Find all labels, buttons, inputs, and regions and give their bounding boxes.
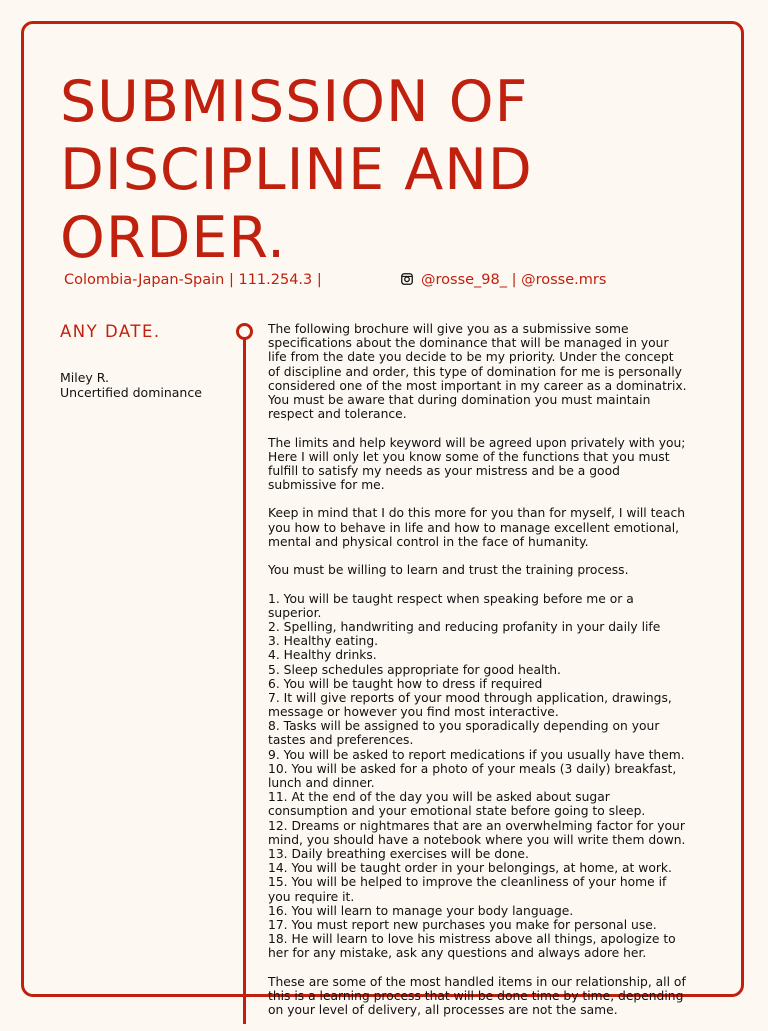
list-item-line: 4. Healthy drinks. bbox=[268, 648, 377, 663]
text-line: you how to behave in life and how to manage excellent emotional, bbox=[268, 520, 680, 535]
list-item-line: you require it. bbox=[268, 889, 355, 904]
willing-paragraph bbox=[268, 563, 718, 577]
text-line: life from the date you decide to be my priority. Under the concept bbox=[268, 350, 674, 365]
text-line: on your level of delivery, all processes are not the same. bbox=[268, 1003, 618, 1017]
title-line: SUBMISSION OF bbox=[60, 69, 529, 135]
timeline-dot bbox=[236, 323, 253, 340]
text-line: You must be aware that during domination you must maintain bbox=[268, 392, 651, 407]
title-line: ORDER. bbox=[60, 205, 287, 271]
list-item-line: 11. At the end of the day you will be asked about sugar bbox=[268, 790, 610, 805]
text-line: Here I will only let you know some of the functions that you must bbox=[268, 449, 670, 464]
text-line: submissive for me. bbox=[268, 478, 385, 493]
social-handles-group bbox=[401, 272, 606, 289]
list-item-line: 12. Dreams or nightmares that are an overwhelming factor for your bbox=[268, 818, 685, 833]
list-item-line: tastes and preferences. bbox=[268, 733, 414, 748]
list-item-line: superior. bbox=[268, 605, 322, 620]
list-item-line: 16. You will learn to manage your body language. bbox=[268, 903, 574, 918]
text-line: Keep in mind that I do this more for you than for myself, I will teach bbox=[268, 506, 686, 521]
text-line: You must be willing to learn and trust the training process. bbox=[268, 563, 629, 578]
list-item-line: mind, you should have a notebook where you will write them down. bbox=[268, 832, 686, 847]
author-name: Miley R. bbox=[60, 370, 110, 385]
list-item-line: 15. You will be helped to improve the cleanliness of your home if bbox=[268, 875, 667, 890]
author-block bbox=[60, 371, 202, 400]
timeline-line bbox=[243, 337, 246, 1024]
list-item-line: 7. It will give reports of your mood through application, drawings, bbox=[268, 690, 672, 705]
list-item-line: 13. Daily breathing exercises will be done. bbox=[268, 846, 529, 861]
keep-in-mind-paragraph bbox=[268, 506, 718, 549]
contact-line bbox=[64, 272, 664, 292]
list-item-line: 14. You will be taught order in your belongings, at home, at work. bbox=[268, 861, 672, 876]
limits-paragraph bbox=[268, 436, 718, 493]
list-item-line: 17. You must report new purchases you make for personal use. bbox=[268, 917, 657, 932]
list-item-line: 3. Healthy eating. bbox=[268, 634, 379, 649]
social-handles: @rosse_98_ | @rosse.mrs bbox=[421, 272, 607, 288]
body-text bbox=[268, 322, 718, 1031]
text-line: The limits and help keyword will be agreed upon privately with you; bbox=[268, 435, 686, 450]
list-item-line: 1. You will be taught respect when speaking before me or a bbox=[268, 591, 634, 606]
author-role: Uncertified dominance bbox=[60, 384, 202, 400]
list-item-line: her for any mistake, ask any questions and always adore her. bbox=[268, 946, 647, 961]
text-line: specifications about the dominance that will be managed in your bbox=[268, 336, 669, 351]
date-heading: ANY DATE. bbox=[60, 322, 161, 341]
location-phone: Colombia-Japan-Spain | 111.254.3 | bbox=[64, 272, 322, 288]
list-item-line: 10. You will be asked for a photo of your meals (3 daily) breakfast, bbox=[268, 761, 677, 776]
text-line: considered one of the most important in my career as a dominatrix. bbox=[268, 378, 687, 393]
closing-paragraph bbox=[268, 975, 718, 1018]
list-item-line: message or however you find most interactive. bbox=[268, 705, 559, 720]
list-item-line: consumption and your emotional state before going to sleep. bbox=[268, 804, 646, 819]
list-item-line: 9. You will be asked to report medications if you usually have them. bbox=[268, 747, 685, 762]
text-line: of discipline and order, this type of domination for me is personally bbox=[268, 364, 682, 379]
document-title bbox=[60, 68, 720, 272]
list-item-line: 5. Sleep schedules appropriate for good health. bbox=[268, 662, 561, 677]
text-line: this is a learning process that will be done time by time, depending bbox=[268, 988, 684, 1003]
list-item-line: 6. You will be taught how to dress if required bbox=[268, 676, 543, 691]
rules-list bbox=[268, 592, 718, 961]
intro-paragraph bbox=[268, 322, 718, 421]
list-item-line: 2. Spelling, handwriting and reducing profanity in your daily life bbox=[268, 619, 661, 634]
list-item-line: 18. He will learn to love his mistress above all things, apologize to bbox=[268, 932, 676, 947]
text-line: These are some of the most handled items in our relationship, all of bbox=[268, 974, 686, 989]
text-line: mental and physical control in the face of humanity. bbox=[268, 534, 589, 549]
text-line: The following brochure will give you as a submissive some bbox=[268, 322, 629, 336]
text-line: respect and tolerance. bbox=[268, 407, 407, 422]
title-line: DISCIPLINE AND bbox=[60, 137, 533, 203]
text-line: fulfill to satisfy my needs as your mistress and be a good bbox=[268, 463, 620, 478]
list-item-line: lunch and dinner. bbox=[268, 776, 375, 790]
instagram-icon bbox=[401, 273, 413, 289]
list-item-line: 8. Tasks will be assigned to you sporadically depending on your bbox=[268, 719, 660, 734]
